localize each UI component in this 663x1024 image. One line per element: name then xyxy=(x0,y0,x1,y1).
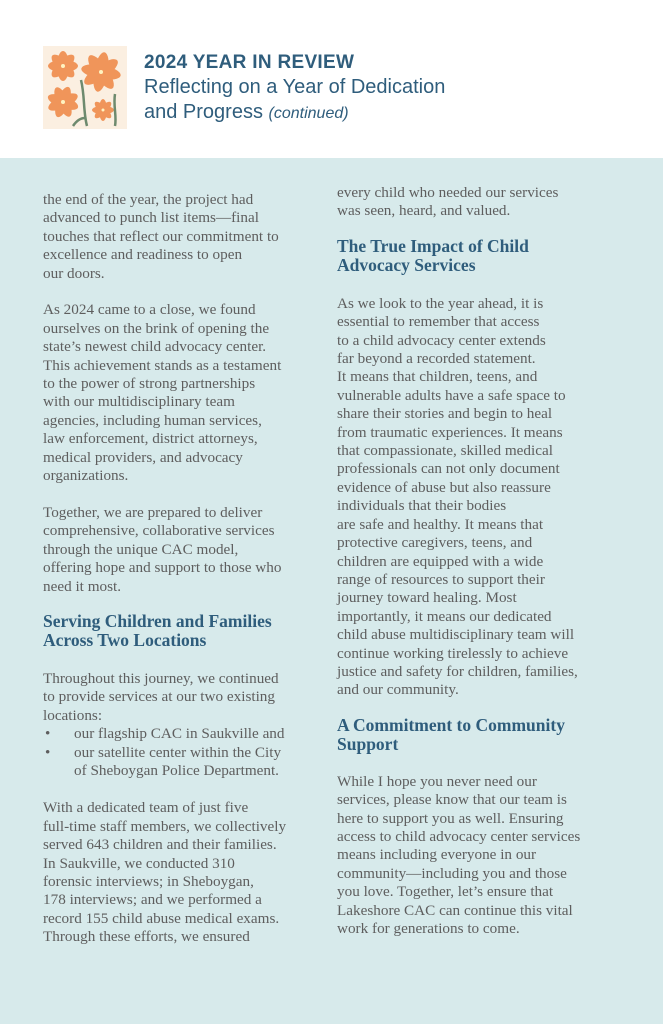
text-line: far beyond a recorded statement. xyxy=(337,350,536,368)
paragraph xyxy=(337,773,612,939)
text-line: comprehensive, collaborative services xyxy=(43,522,275,540)
text-line: services, please know that our team is xyxy=(337,791,567,809)
text-line: vulnerable adults have a safe space to xyxy=(337,386,566,404)
text-line: you love. Together, let’s ensure that xyxy=(337,883,554,901)
page-subtitle xyxy=(144,75,445,126)
text-line: Serving Children and Families xyxy=(43,611,272,632)
text-line: community—including you and those xyxy=(337,864,567,882)
right-column xyxy=(337,184,612,938)
text-line: was seen, heard, and valued. xyxy=(337,202,511,220)
text-line: through the unique CAC model, xyxy=(43,540,239,558)
text-line: Together, we are prepared to deliver xyxy=(43,503,263,521)
text-line: work for generations to come. xyxy=(337,920,520,937)
text-line: every child who needed our services xyxy=(337,184,559,201)
text-line: full-time staff members, we collectively xyxy=(43,817,287,835)
text-line: essential to remember that access xyxy=(337,313,540,331)
text-line: record 155 child abuse medical exams. xyxy=(43,909,280,927)
text-line: to the power of strong partnerships xyxy=(43,375,256,393)
text-line: A Commitment to Community xyxy=(337,715,565,736)
text-line: • our satellite center within the City xyxy=(74,743,282,761)
text-line: touches that reflect our commitment to xyxy=(43,227,279,245)
text-line: with our multidisciplinary team xyxy=(43,393,235,411)
text-line: Advocacy Services xyxy=(337,255,476,276)
text-line: medical providers, and advocacy xyxy=(43,448,243,466)
text-line: locations: xyxy=(43,706,103,724)
subtitle-continued: (continued) xyxy=(268,105,349,122)
text-line: As we look to the year ahead, it is xyxy=(337,294,544,312)
text-line: offering hope and support to those who xyxy=(43,559,282,577)
text-line: journey toward healing. Most xyxy=(337,589,517,607)
text-line: 178 interviews; and we performed a xyxy=(43,891,262,909)
page-header xyxy=(0,0,663,158)
paragraph xyxy=(43,301,318,485)
text-line: Support xyxy=(337,734,399,755)
text-line: here to support you as well. Ensuring xyxy=(337,809,564,827)
text-line: importantly, it means our dedicated xyxy=(337,607,552,625)
paragraph xyxy=(43,191,318,283)
section-heading xyxy=(337,237,612,275)
text-line: justice and safety for children, families, xyxy=(337,662,578,680)
text-line: access to child advocacy center services xyxy=(337,827,581,845)
list-item xyxy=(43,725,318,743)
text-line: and our community. xyxy=(337,681,459,699)
text-line: range of resources to support their xyxy=(337,570,545,588)
text-line: law enforcement, district attorneys, xyxy=(43,430,258,448)
text-line: In Saukville, we conducted 310 xyxy=(43,854,235,872)
list-item xyxy=(43,744,318,781)
text-line: Across Two Locations xyxy=(43,630,207,651)
text-line: Through these efforts, we ensured xyxy=(43,928,250,946)
text-line: that compassionate, skilled medical xyxy=(337,442,553,460)
text-line: child abuse multidisciplinary team will xyxy=(337,626,575,644)
paragraph xyxy=(43,504,318,596)
text-line: to provide services at our two existing xyxy=(43,688,275,706)
text-line: • our flagship CAC in Saukville and xyxy=(74,725,285,743)
text-line: evidence of abuse but also reassure xyxy=(337,478,551,496)
text-line: from traumatic experiences. It means xyxy=(337,423,563,441)
left-column xyxy=(43,191,318,947)
paragraph xyxy=(43,799,318,946)
text-line: organizations. xyxy=(43,467,129,485)
paragraph xyxy=(43,670,318,725)
page-title: 2024 YEAR IN REVIEW xyxy=(144,52,355,73)
text-line: agencies, including human services, xyxy=(43,411,262,429)
text-line: professionals can not only document xyxy=(337,460,560,478)
text-line: excellence and readiness to open xyxy=(43,246,243,264)
location-list xyxy=(43,725,318,780)
paragraph xyxy=(337,295,612,700)
section-heading xyxy=(337,716,612,754)
text-line: means including everyone in our xyxy=(337,846,537,864)
text-line: forensic interviews; in Sheboygan, xyxy=(43,872,254,890)
text-line: our doors. xyxy=(43,264,105,282)
text-line: This achievement stands as a testament xyxy=(43,356,282,374)
text-line: are safe and healthy. It means that xyxy=(337,515,544,533)
text-line: Lakeshore CAC can continue this vital xyxy=(337,901,573,919)
text-line: individuals that their bodies xyxy=(337,497,507,515)
text-line: continue working tirelessly to achieve xyxy=(337,644,569,662)
text-line: served 643 children and their families. xyxy=(43,836,277,854)
text-line: protective caregivers, teens, and xyxy=(337,534,533,552)
text-line: With a dedicated team of just five xyxy=(43,799,249,817)
text-line: advanced to punch list items—final xyxy=(43,209,259,227)
subtitle-line-1: Reflecting on a Year of Dedication xyxy=(144,76,446,98)
section-heading xyxy=(43,612,318,650)
text-line: state’s newest child advocacy center. xyxy=(43,338,267,356)
text-line: children are equipped with a wide xyxy=(337,552,544,570)
text-line: While I hope you never need our xyxy=(337,772,537,790)
paragraph xyxy=(337,184,612,221)
text-line: ourselves on the brink of opening the xyxy=(43,319,270,337)
text-line: It means that children, teens, and xyxy=(337,368,538,386)
text-line: to a child advocacy center extends xyxy=(337,331,546,349)
text-line: of Sheboygan Police Department. xyxy=(74,761,279,779)
orange-flowers-logo-icon xyxy=(43,46,127,129)
text-line: the end of the year, the project had xyxy=(43,191,254,208)
text-line: Throughout this journey, we continued xyxy=(43,669,279,687)
text-line: As 2024 came to a close, we found xyxy=(43,301,256,319)
text-line: share their stories and begin to heal xyxy=(337,405,553,423)
text-line: need it most. xyxy=(43,577,122,595)
text-line: The True Impact of Child xyxy=(337,236,529,257)
subtitle-line-2: and Progress xyxy=(144,101,263,123)
